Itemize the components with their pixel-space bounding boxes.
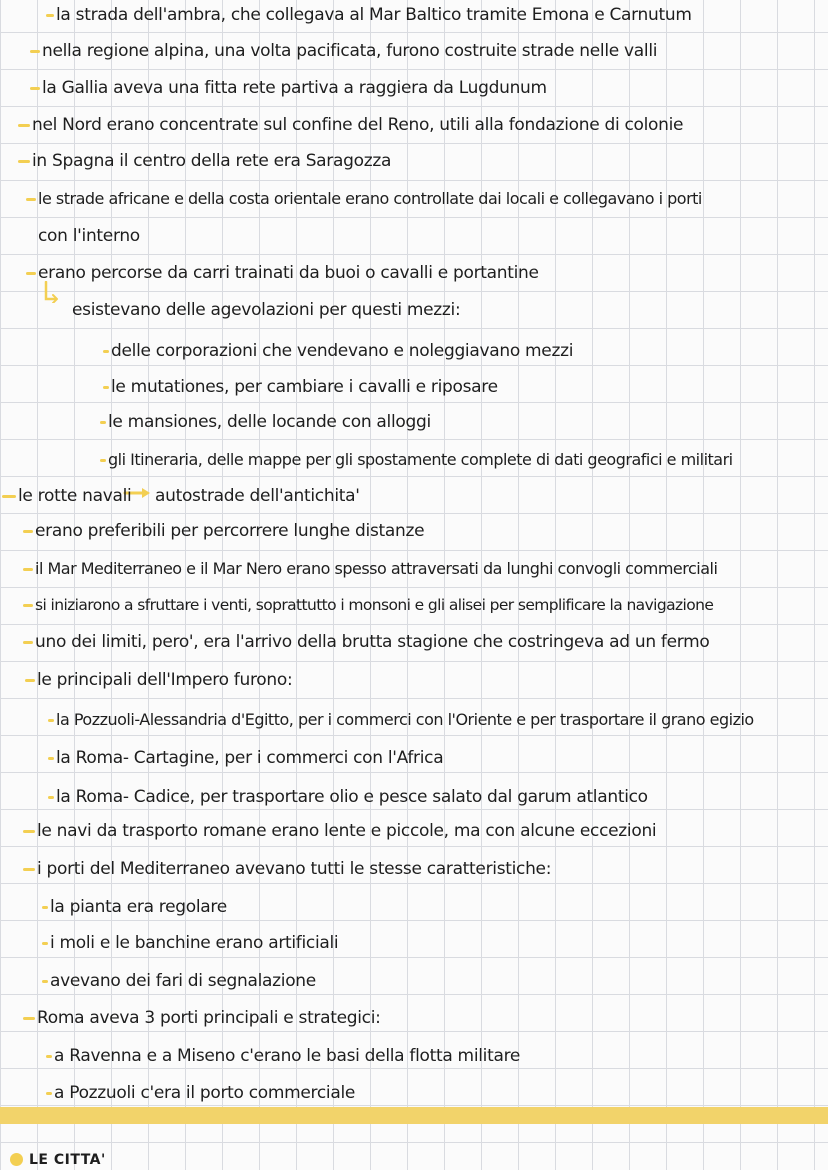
- note-line-corporations: delle corporazioni che vendevano e noleggiavano mezzi: [111, 341, 574, 361]
- bullet-dash: [46, 14, 54, 17]
- note-line-pozzuoli-alessandria: la Pozzuoli-Alessandria d'Egitto, per i commerci con l'Oriente e per trasportare il grano egizio: [56, 710, 754, 729]
- note-line-lighthouses: avevano dei fari di segnalazione: [50, 971, 316, 991]
- note-line-amber-road: la strada dell'ambra, che collegava al Mar Baltico tramite Emona e Carnutum: [56, 5, 692, 25]
- note-line-long-distances: erano preferibili per percorrere lunghe distanze: [35, 521, 425, 541]
- bullet-dash: [30, 87, 40, 90]
- note-line-rome-ports: Roma aveva 3 porti principali e strategici:: [37, 1008, 381, 1028]
- bullet-dash: [30, 50, 40, 53]
- section-divider: [0, 1107, 828, 1124]
- note-line-gallia: la Gallia aveva una fitta rete partiva a raggiera da Lugdunum: [42, 78, 547, 98]
- note-line-alpine-region: nella regione alpina, una volta pacificata, furono costruite strade nelle valli: [42, 41, 658, 61]
- note-line-mansiones: le mansiones, delle locande con alloggi: [108, 412, 431, 432]
- note-line-ancient-highways: autostrade dell'antichita': [155, 486, 360, 506]
- note-line-facilities: esistevano delle agevolazioni per questi mezzi:: [72, 300, 461, 320]
- bullet-dash: [26, 272, 36, 275]
- note-line-bad-season: uno dei limiti, pero', era l'arrivo della brutta stagione che costringeva ad un fermo: [35, 632, 710, 652]
- bullet-dash: [23, 830, 35, 833]
- note-line-north: nel Nord erano concentrate sul confine del Reno, utili alla fondazione di colonie: [32, 115, 684, 135]
- bullet-dash: [100, 421, 106, 424]
- note-line-ravenna-miseno: a Ravenna e a Miseno c'erano le basi della flotta militare: [54, 1046, 521, 1066]
- bullet-dash: [42, 906, 48, 909]
- bullet-dash: [48, 757, 54, 760]
- bullet-dash: [23, 641, 33, 644]
- bullet-dash: [48, 796, 54, 799]
- note-line-artificial-piers: i moli e le banchine erano artificiali: [50, 933, 339, 953]
- bullet-dash: [103, 386, 109, 389]
- bullet-dash: [46, 1055, 52, 1058]
- note-line-roma-cartagine: la Roma- Cartagine, per i commerci con l'Africa: [56, 748, 444, 768]
- section-bullet-icon: [10, 1153, 23, 1166]
- note-line-itineraria: gli Itineraria, delle mappe per gli spostamente complete di dati geografici e militari: [108, 450, 733, 469]
- bullet-dash: [18, 160, 30, 163]
- note-line-pozzuoli-port: a Pozzuoli c'era il porto commerciale: [54, 1083, 356, 1103]
- bullet-dash: [23, 1017, 35, 1020]
- note-line-ports: i porti del Mediterraneo avevano tutti le stesse caratteristiche:: [37, 859, 552, 879]
- bullet-dash: [2, 495, 16, 498]
- bullet-dash: [100, 459, 106, 462]
- bullet-dash: [103, 350, 109, 353]
- note-line-regular-plan: la pianta era regolare: [50, 897, 227, 917]
- bullet-dash: [23, 568, 33, 571]
- bullet-dash: [18, 124, 30, 127]
- bullet-dash: [25, 679, 35, 682]
- note-line-mediterranean: il Mar Mediterraneo e il Mar Nero erano spesso attraversati da lunghi convogli commerciali: [35, 559, 718, 578]
- bullet-dash: [42, 942, 48, 945]
- note-line-carts: erano percorse da carri trainati da buoi o cavalli e portantine: [38, 263, 539, 283]
- note-line-spain: in Spagna il centro della rete era Saragozza: [32, 151, 392, 171]
- bullet-dash: [23, 604, 33, 607]
- bullet-dash: [46, 1092, 52, 1095]
- section-title: LE CITTA': [29, 1152, 106, 1168]
- note-line-ships: le navi da trasporto romane erano lente e piccole, ma con alcune eccezioni: [37, 821, 657, 841]
- bullet-dash: [48, 719, 54, 722]
- note-line-african-roads: le strade africane e della costa orientale erano controllate dai locali e collegavano i porti: [38, 189, 702, 208]
- note-line-naval-routes: le rotte navali: [18, 486, 132, 506]
- bullet-dash: [23, 530, 33, 533]
- note-line-interior: con l'interno: [38, 226, 140, 246]
- note-line-roma-cadice: la Roma- Cadice, per trasportare olio e pesce salato dal garum atlantico: [56, 787, 648, 807]
- bullet-dash: [42, 980, 48, 983]
- bullet-dash: [23, 868, 35, 871]
- bullet-dash: [26, 198, 36, 201]
- hook-arrow-icon: [44, 281, 58, 303]
- note-line-main-routes: le principali dell'Impero furono:: [37, 670, 293, 690]
- note-line-winds: si iniziarono a sfruttare i venti, soprattutto i monsoni e gli alisei per semplificare la navigazione: [35, 596, 714, 614]
- note-line-mutationes: le mutationes, per cambiare i cavalli e riposare: [111, 377, 498, 397]
